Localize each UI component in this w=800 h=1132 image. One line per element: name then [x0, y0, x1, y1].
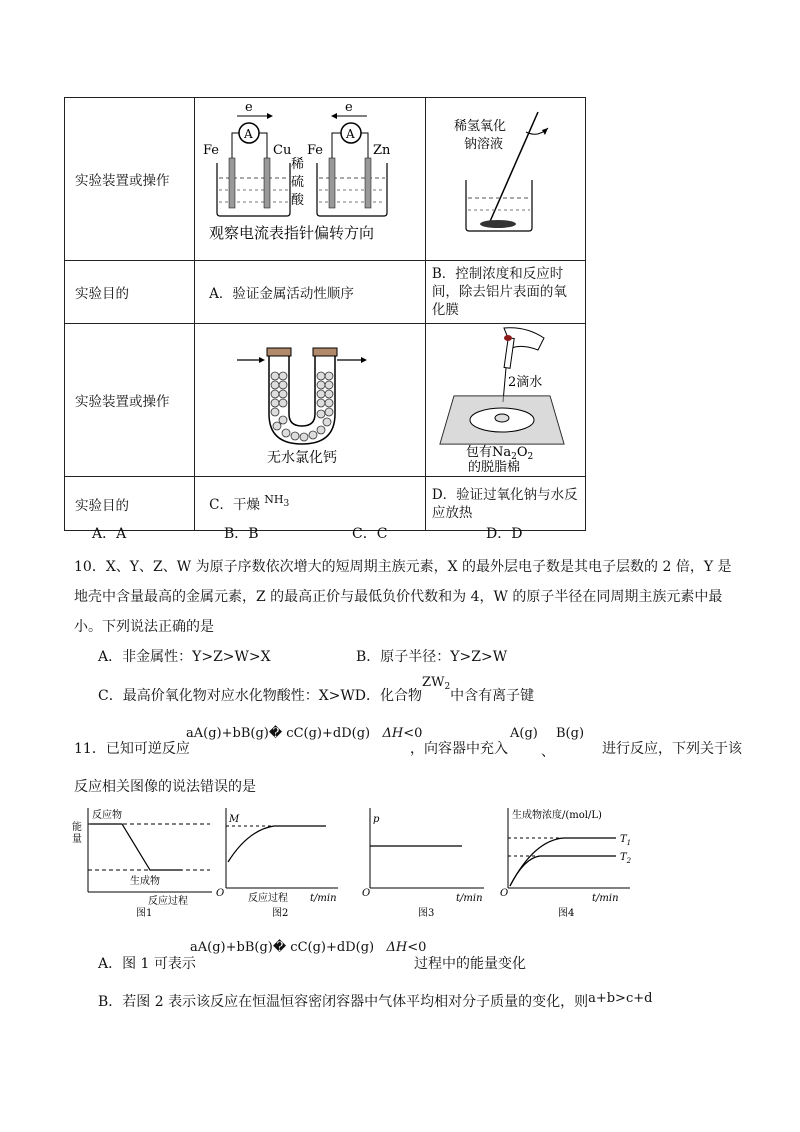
- naoh-beaker-figure: [425, 98, 585, 261]
- dropper-diagram: [426, 324, 576, 472]
- figure-caption-a: 观察电流表指针偏转方向: [209, 224, 375, 242]
- q11-option-b[interactable]: [98, 991, 653, 1010]
- fig2-caption: 图2: [272, 908, 289, 918]
- row-label: 实验装置或操作: [65, 98, 195, 261]
- fig4-origin: O: [500, 888, 509, 899]
- q11-option-b-formula: a+b>c+d: [588, 991, 653, 1006]
- fig4-t2-label: $T_2$: [620, 852, 632, 865]
- q9-option-b[interactable]: B．B: [224, 526, 259, 542]
- fig1-product-label: 生成物: [130, 876, 160, 887]
- q11-option-a-tail: 过程中的能量变化: [414, 956, 526, 972]
- row-label: 实验装置或操作: [65, 324, 195, 477]
- species-a: A(g): [510, 726, 538, 741]
- fig1-reactant-label: 反应物: [92, 810, 122, 821]
- acid-char-3: 酸: [291, 193, 305, 208]
- q10-option-c[interactable]: [98, 675, 535, 706]
- fig4-curve-t1: [510, 838, 616, 886]
- q10-stem-line1: 10．X、Y、Z、W 为原子序数依次增大的短周期主族元素，X 的最外层电子数是其电子层数的 2 倍，Y 是: [74, 559, 732, 575]
- sodium-peroxide-figure: [425, 324, 585, 477]
- electron-label-right: e: [345, 100, 353, 115]
- acid-char-2: 硫: [291, 175, 305, 190]
- figure-3-pressure-graph: [362, 808, 484, 918]
- q11-stem-line2: 反应相关图像的说法错误的是: [74, 779, 256, 795]
- q10-option-b[interactable]: B．原子半径：Y>Z>W: [356, 649, 508, 665]
- purpose-b: B．控制浓度和反应时间，除去铝片表面的氧化膜: [425, 261, 585, 324]
- wrap-label-1: 包有$Na_2O_2$: [465, 445, 534, 462]
- q11-tail: 进行反应，下列关于该: [602, 741, 742, 757]
- fe-label-right: Fe: [307, 143, 324, 158]
- fig4-caption: 图4: [558, 908, 575, 918]
- q9-option-d[interactable]: D．D: [486, 526, 523, 542]
- q11-option-a-equation: aA(g)+bB(g)� cC(g)+dD(g) ΔH<0: [190, 940, 427, 955]
- fe-label-left: Fe: [203, 143, 220, 158]
- q11-separator: 、: [541, 744, 555, 760]
- dropper-icon: [504, 338, 514, 369]
- q10-stem-line2: 地壳中含量最高的金属元素，Z 的最高正价与最低负价代数和为 4，W 的原子半径在同周期主族元素中最: [74, 589, 723, 605]
- reagent-label-2: 钠溶液: [463, 137, 503, 152]
- fig1-caption: 图1: [136, 908, 153, 918]
- q9-option-c[interactable]: C．C: [352, 526, 388, 542]
- purpose-d: D．验证过氧化钠与水反应放热: [425, 477, 585, 531]
- q10-option-c-text: C．最高价氧化物对应水化物酸性：X>WD．化合物: [98, 688, 423, 704]
- fig1-xlabel: 反应过程: [148, 896, 188, 907]
- fig3-origin: O: [362, 888, 371, 899]
- fig2-curve: [228, 826, 326, 862]
- fig2-ylabel: M: [229, 814, 240, 825]
- fig1-ylabel-1: 能: [72, 822, 82, 833]
- q10-stem-line3: 小。下列说法正确的是: [74, 619, 214, 635]
- fig3-xlabel: t/min: [456, 893, 483, 904]
- wrap-label-2: 的脱脂棉: [467, 460, 520, 472]
- reagent-label-1: 稀氢氧化: [453, 119, 506, 134]
- fig4-t1-label: $T_1$: [620, 834, 632, 847]
- aluminum-pieces: [480, 220, 516, 228]
- q10-option-c-tail: 中含有离子键: [450, 688, 535, 704]
- figure-2-molar-mass-graph: [216, 808, 338, 918]
- q11-option-b-text: B．若图 2 表示该反应在恒温恒容密闭容器中气体平均相对分子质量的变化，则: [98, 994, 589, 1010]
- purpose-c: [195, 477, 426, 531]
- figure-4-concentration-graph: [500, 808, 632, 918]
- figure-1-energy-diagram: [72, 808, 212, 918]
- zn-label: Zn: [373, 143, 391, 158]
- figure-caption-c: 无水氯化钙: [267, 450, 338, 466]
- fig2-origin: O: [216, 888, 225, 899]
- q9-option-a[interactable]: A．A: [92, 526, 127, 542]
- fig3-caption: 图3: [418, 908, 435, 918]
- zw2-formula: $ZW_2$: [422, 675, 451, 692]
- cu-label: Cu: [273, 143, 292, 158]
- purpose-a: A．验证金属活动性顺序: [195, 261, 426, 324]
- fig4-ylabel: 生成物浓度/(mol/L): [512, 810, 602, 821]
- fig2-xlabel-2: t/min: [310, 893, 337, 904]
- fig2-xlabel-1: 反应过程: [248, 893, 288, 904]
- naoh-beaker-diagram: [426, 98, 576, 256]
- q11-prefix: 11．已知可逆反应: [74, 741, 190, 757]
- galvanic-cells-diagram: [195, 98, 414, 256]
- fig4-xlabel: t/min: [592, 893, 619, 904]
- q11-equation: aA(g)+bB(g)� cC(g)+dD(g) ΔH<0: [186, 726, 423, 741]
- reaction-graphs: [64, 800, 674, 918]
- drops-label: 2滴水: [507, 375, 543, 390]
- fig1-energy-curve: [90, 824, 182, 870]
- row-label: 实验目的: [65, 261, 195, 324]
- q11-option-a-prefix[interactable]: A．图 1 可表示: [98, 956, 196, 972]
- q11-mid: ，向容器中充入: [410, 741, 508, 757]
- ammeter-label-left: A: [244, 127, 253, 141]
- species-b: B(g): [556, 726, 585, 741]
- ammeter-label-right: A: [346, 127, 355, 141]
- fig3-ylabel: p: [373, 814, 380, 825]
- electron-label-left: e: [245, 100, 253, 115]
- purpose-c-text: C．干燥: [209, 496, 260, 513]
- experiment-table: [64, 97, 586, 531]
- fig1-ylabel-2: 量: [72, 834, 82, 845]
- row-label: 实验目的: [65, 477, 195, 531]
- acid-char-1: 稀: [291, 157, 305, 172]
- nh3-formula: NH3: [264, 492, 290, 509]
- galvanic-cells-figure: [195, 98, 426, 261]
- q10-option-a[interactable]: A．非金属性：Y>Z>W>X: [98, 649, 271, 665]
- u-tube-diagram: [195, 324, 414, 472]
- drying-tube-figure: [195, 324, 426, 477]
